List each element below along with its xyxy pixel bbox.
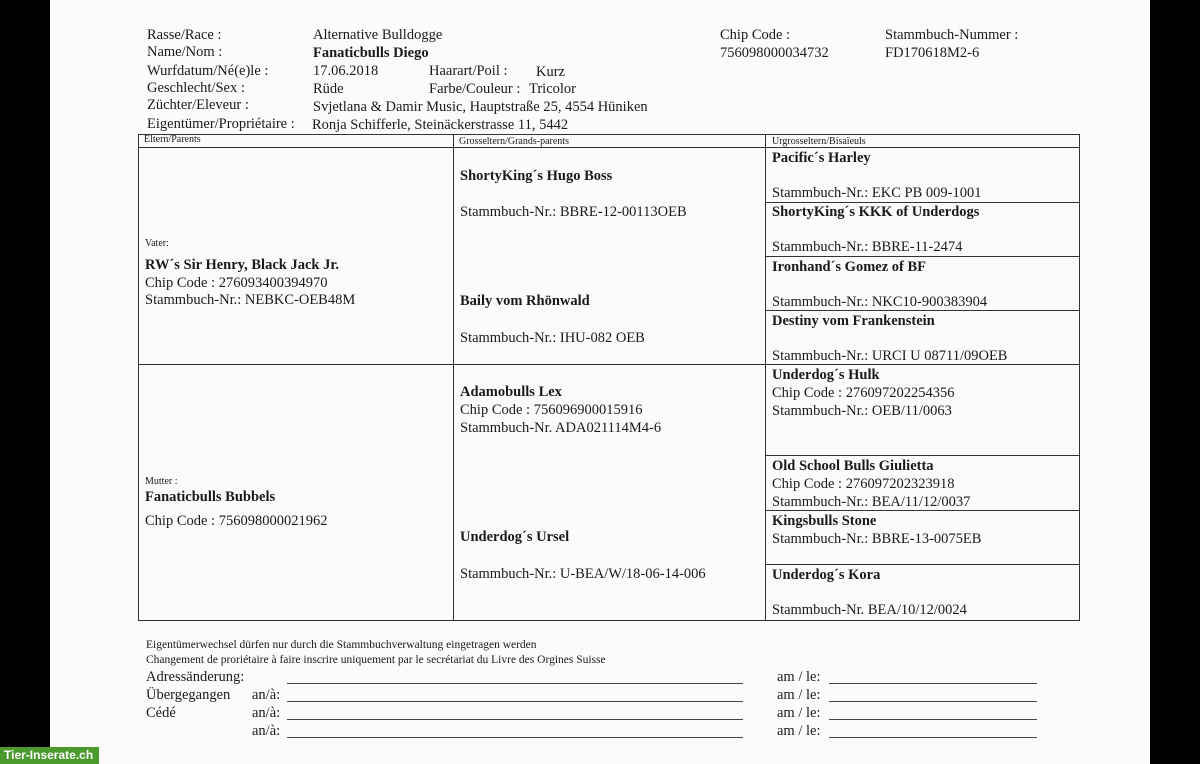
chip-value: 756098000034732	[720, 45, 829, 61]
gg-divider-5	[765, 455, 1079, 456]
mother-label: Mutter :	[145, 476, 178, 487]
am-line	[829, 719, 1037, 720]
column-divider-1	[453, 134, 454, 620]
name-value: Fanaticbulls Diego	[313, 45, 429, 61]
an-line	[287, 701, 743, 702]
am-label: am / le:	[777, 669, 821, 685]
father-chip: Chip Code : 276093400394970	[145, 275, 328, 291]
great-grandparent-chip: Chip Code : 276097202323918	[772, 476, 955, 492]
cede-label: Cédé	[146, 705, 176, 721]
adress-line	[287, 683, 743, 684]
father-stammbuch: Stammbuch-Nr.: NEBKC-OEB48M	[145, 292, 356, 308]
mother-chip: Chip Code : 756098000021962	[145, 513, 328, 529]
great-grandparent-name: Kingsbulls Stone	[772, 513, 877, 529]
uebergegangen-label: Übergegangen	[146, 687, 231, 703]
haar-value: Kurz	[536, 64, 565, 80]
zuechter-label: Züchter/Eleveur :	[147, 97, 249, 113]
eigentuemer-label: Eigentümer/Propriétaire :	[147, 116, 295, 132]
wurf-value: 17.06.2018	[313, 63, 379, 79]
an-line	[287, 737, 743, 738]
great-grandparent-stammbuch: Stammbuch-Nr.: BEA/11/12/0037	[772, 494, 971, 510]
grandparent-stammbuch: Stammbuch-Nr. ADA021114M4-6	[460, 420, 662, 436]
farbe-value: Tricolor	[529, 81, 576, 97]
pedigree-document	[50, 0, 1150, 764]
grandparent-chip: Chip Code : 756096900015916	[460, 402, 643, 418]
chip-label: Chip Code :	[720, 27, 791, 43]
header-parents: Eltern/Parents	[144, 134, 201, 145]
adress-label: Adressänderung:	[146, 669, 245, 685]
grandparent-name: Baily vom Rhönwald	[460, 293, 590, 309]
great-grandparent-stammbuch: Stammbuch-Nr.: BBRE-13-0075EB	[772, 531, 982, 547]
rasse-label: Rasse/Race :	[147, 27, 222, 43]
am-line	[829, 683, 1037, 684]
great-grandparent-name: Old School Bulls Giulietta	[772, 458, 934, 474]
header-grandparents: Grosseltern/Grands-parents	[459, 136, 569, 147]
great-grandparent-stammbuch: Stammbuch-Nr.: URCI U 08711/09OEB	[772, 348, 1008, 364]
note-de: Eigentümerwechsel dürfen nur durch die Stammbuchverwaltung eingetragen werden	[146, 639, 537, 651]
father-label: Vater:	[145, 238, 169, 249]
wurf-label: Wurfdatum/Né(e)le :	[147, 63, 269, 79]
site-watermark: Tier-Inserate.ch	[0, 747, 99, 764]
am-label: am / le:	[777, 687, 821, 703]
an-label: an/à:	[252, 687, 281, 703]
grandparent-name: ShortyKing´s Hugo Boss	[460, 168, 613, 184]
grandparent-stammbuch: Stammbuch-Nr.: IHU-082 OEB	[460, 330, 645, 346]
farbe-label: Farbe/Couleur :	[429, 81, 521, 97]
table-header-divider	[138, 147, 1079, 148]
grandparent-stammbuch: Stammbuch-Nr.: BBRE-12-00113OEB	[460, 204, 687, 220]
am-line	[829, 701, 1037, 702]
great-grandparent-stammbuch: Stammbuch-Nr.: EKC PB 009-1001	[772, 185, 982, 201]
rasse-value: Alternative Bulldogge	[313, 27, 443, 43]
stammbuch-value: FD170618M2-6	[885, 45, 980, 61]
gg-divider-7	[765, 564, 1079, 565]
haar-label: Haarart/Poil :	[429, 63, 508, 79]
gg-divider-1	[765, 202, 1079, 203]
an-line	[287, 719, 743, 720]
grandparent-name: Underdog´s Ursel	[460, 529, 570, 545]
geschlecht-value: Rüde	[313, 81, 344, 97]
stammbuch-label: Stammbuch-Nummer :	[885, 27, 1019, 43]
an-label: an/à:	[252, 723, 281, 739]
great-grandparent-name: Underdog´s Kora	[772, 567, 881, 583]
great-grandparent-name: Destiny vom Frankenstein	[772, 313, 935, 329]
great-grandparent-name: Underdog´s Hulk	[772, 367, 880, 383]
mother-name: Fanaticbulls Bubbels	[145, 489, 276, 505]
great-grandparent-stammbuch: Stammbuch-Nr.: BBRE-11-2474	[772, 239, 963, 255]
column-divider-2	[765, 134, 766, 620]
great-grandparent-stammbuch: Stammbuch-Nr.: OEB/11/0063	[772, 403, 952, 419]
father-name: RW´s Sir Henry, Black Jack Jr.	[145, 257, 340, 273]
note-fr: Changement de proriétaire à faire inscrire uniquement par le secrétariat du Livre des Orgines Suisse	[146, 654, 606, 666]
grandparent-stammbuch: Stammbuch-Nr.: U-BEA/W/18-06-14-006	[460, 566, 706, 582]
great-grandparent-stammbuch: Stammbuch-Nr. BEA/10/12/0024	[772, 602, 967, 618]
am-label: am / le:	[777, 723, 821, 739]
gg-divider-2	[765, 256, 1079, 257]
geschlecht-label: Geschlecht/Sex :	[147, 80, 245, 96]
great-grandparent-stammbuch: Stammbuch-Nr.: NKC10-900383904	[772, 294, 988, 310]
grandparent-name: Adamobulls Lex	[460, 384, 562, 400]
am-line	[829, 737, 1037, 738]
name-label: Name/Nom :	[147, 44, 223, 60]
great-grandparent-name: ShortyKing´s KKK of Underdogs	[772, 204, 980, 220]
am-label: am / le:	[777, 705, 821, 721]
header-great-grandparents: Urgrosseltern/Bisaïeuls	[772, 136, 866, 147]
great-grandparent-name: Pacific´s Harley	[772, 150, 871, 166]
an-label: an/à:	[252, 705, 281, 721]
zuechter-value: Svjetlana & Damir Music, Hauptstraße 25, 4554 Hüniken	[313, 99, 648, 115]
great-grandparent-chip: Chip Code : 276097202254356	[772, 385, 955, 401]
eigentuemer-value: Ronja Schifferle, Steinäckerstrasse 11, 5442	[312, 117, 569, 133]
great-grandparent-name: Ironhand´s Gomez of BF	[772, 259, 927, 275]
